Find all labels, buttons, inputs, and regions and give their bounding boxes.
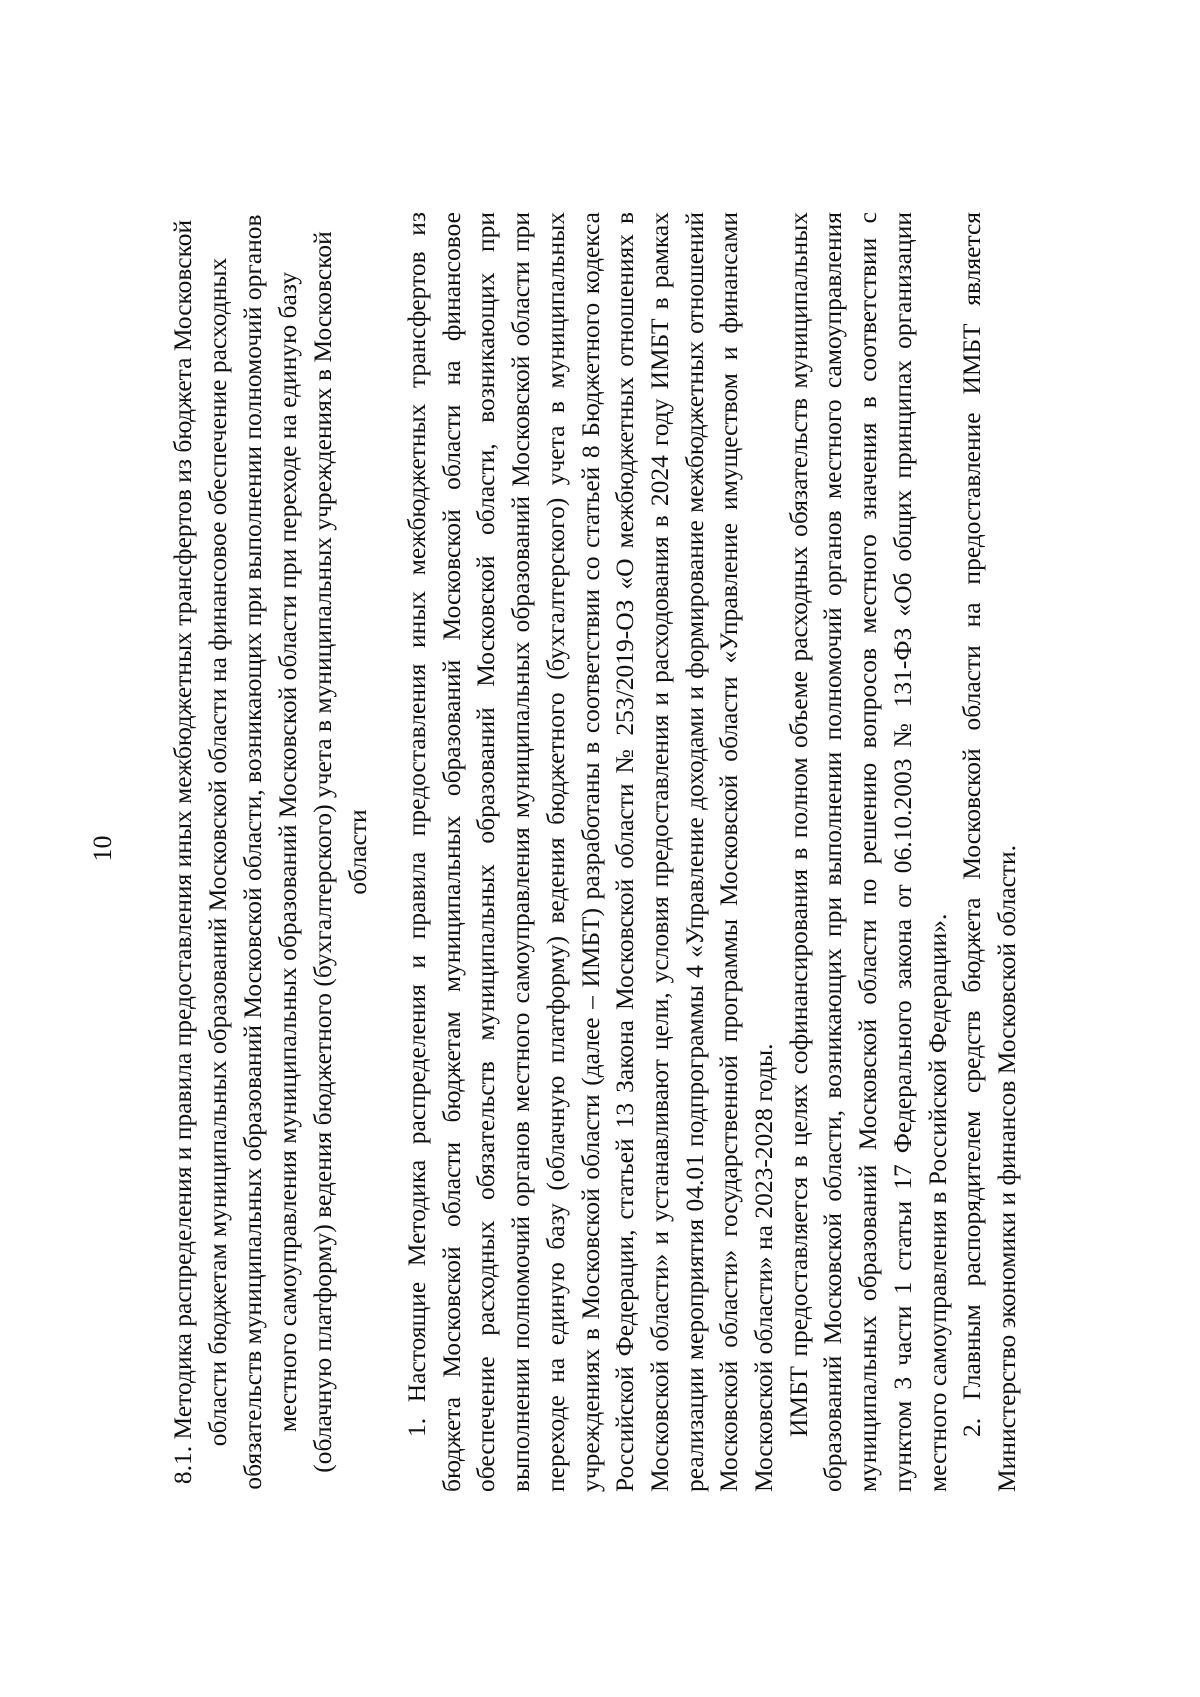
paragraph-2: ИМБТ предоставляется в целях софинансирования в полном объеме расходных обязательств муниципальных образований Московской области, возникающих при выполнении полномочий органов местного самоуправления муниципальных образований Московской области по решению вопросов местного значения в соответствии с пунктом 3 части 1 статьи 17 Федерального закона от 06.10.2003 № 131-ФЗ «Об общих принципах организации местного самоуправления в Российской Федерации». <box>783 212 952 1492</box>
paragraph-3: 2. Главным распорядителем средств бюджета Московской области на предоставление ИМБТ является Министерство экономики и финансов Московской области. <box>957 212 1021 1492</box>
section-heading: 8.1. Методика распределения и правила предоставления иных межбюджетных трансфертов из бюджета Московской области бюджетам муниципальных образований Московской области на финансовое обеспечение расходных обязательств муниципальных образований Московской области, возникающих при выполнении полномочий органов местного самоуправления муниципальных образований Московской области при переходе на единую базу (облачную платформу) ведения бюджетного (бухгалтерского) учета в муниципальных учреждениях в Московской области <box>168 214 372 1490</box>
document-body <box>400 212 1025 1492</box>
page-number: 10 <box>88 835 117 862</box>
paragraph-1: 1. Настоящие Методика распределения и правила предоставления иных межбюджетных трансфертов из бюджета Московской области бюджетам муниципальных образований Московской области на финансовое обеспечение расходных обязательств муниципальных образований Московской области, возникающих при выполнении полномочий органов местного самоуправления муниципальных образований Московской области при переходе на единую базу (облачную платформу) ведения бюджетного (бухгалтерского) учета в муниципальных учреждениях в Московской области (далее – ИМБТ) разработаны в соответствии со статьей 8 Бюджетного кодекса Российской Федерации, статьей 13 Закона Московской области № 253/2019-ОЗ «О межбюджетных отношениях в Московской области» и устанавливают цели, условия предоставления и расходования в 2024 году ИМБТ в рамках реализации мероприятия 04.01 подпрограммы 4 «Управление доходами и формирование межбюджетных отношений Московской области» государственной программы Московской области «Управление имуществом и финансами Московской области» на 2023-2028 годы. <box>402 212 779 1492</box>
